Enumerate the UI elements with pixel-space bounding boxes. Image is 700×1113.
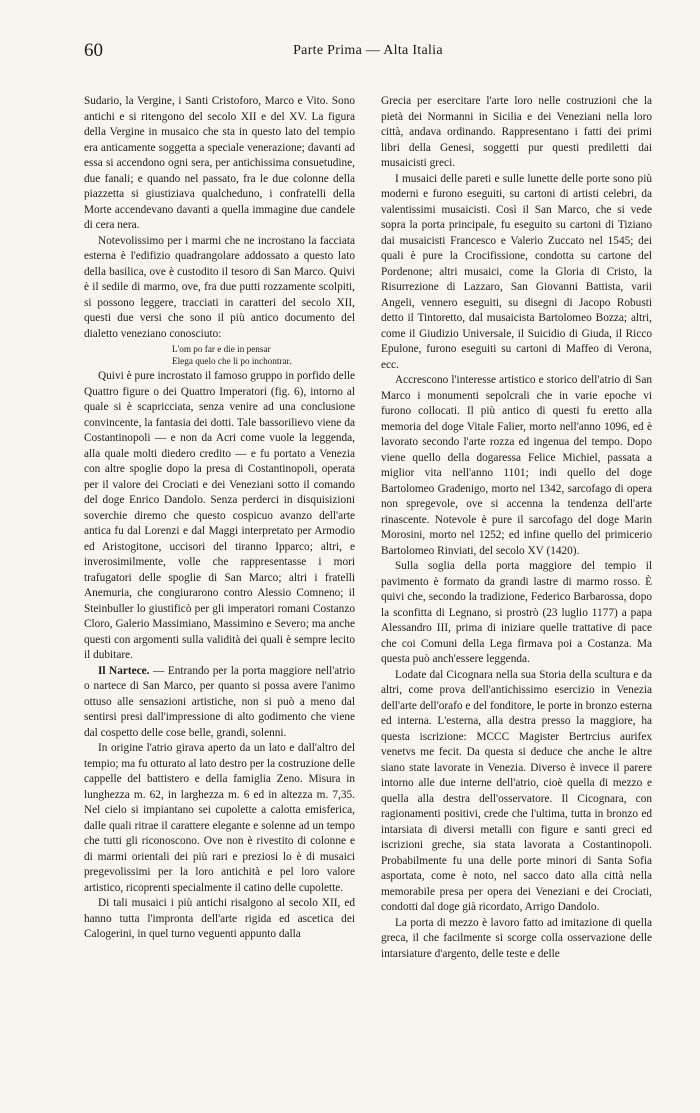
paragraph: Lodate dal Cicognara nella sua Storia della scultura e da altri, come prova dell'antichissimo esercizio in Venezia dell'arte dell'orafo e del fonditore, le porte in bronzo esterna ed interna. L'esterna, alla destra presso la maggiore, ha questa iscrizione: MCCC Magister Bertrcius aurifex venetvs me fecit. Da questa si deduce che anche le altre siano state lavorate in Venezia. Diverso è invece il parere intorno alle due interne dell'atrio, cioè quella di mezzo e quella alla destra dell'osservatore. Il Cicognara, con ragionamenti positivi, crede che l'ultima, tutta in bronzo ed intarsiata di diversi metalli con figure e santi greci ed iscrizioni greche, sia stata lavorata a Costantinopoli. Probabilmente fu una delle porte minori di Santa Sofia asportata, come è noto, nel sacco dato alla città nella memorabile presa per opera dei Veneziani e dei Crociati, condotti dal doge già ricordato, Arrigo Dandolo. bbox=[381, 668, 652, 913]
running-title: Parte Prima — Alta Italia bbox=[293, 43, 443, 58]
text-columns bbox=[84, 94, 652, 962]
paragraph: Sulla soglia della porta maggiore del tempio il pavimento è formato da grandi lastre di marmo rosso. È quivi che, secondo la tradizione, Federico Barbarossa, dopo la sconfitta di Legnano, si prostrò (23 luglio 1177) a papa Alessandro III, prima di iniziare quelle trattative di pace che coi Comuni della Lega firmava poi a Costanza. Ma questa può anch'essere leggenda. bbox=[381, 560, 652, 665]
verse-line: L'om po far e die in pensar bbox=[172, 344, 271, 354]
left-column bbox=[84, 94, 355, 962]
right-column bbox=[381, 94, 652, 962]
paragraph: Quivi è pure incrostato il famoso gruppo in porfido delle Quattro figure o dei Quattro Imperatori (fig. 6), intorno al quale si è scapricciata, senza venire ad una conclusione convincente, la fantasia dei dotti. Tale bassorilievo viene da Costantinopoli — e non da Acri come vuole la leggenda, alla quale molti diedero credito — e fu portato a Venezia con altre spoglie dopo la presa di Costantinopoli, operata per il valore dei Crociati e dei Veneziani sotto il comando del doge Enrico Dandolo. Senza perderci in disquisizioni soverchie diremo che questo cospicuo avanzo dell'arte antica fu dal Lorenzi e dal Maggi interpretato per Armodio ed Aristogitone, uccisori del tiranno Ipparco; altri, e inverosimilmente, volle che rappresentasse i mori trafugatori delle spoglie di San Marco; altri i fratelli Anemuria, che congiurarono contro Alessio Comneno; il Steinbuller lo giustificò per gli imperatori romani Costanzo Cloro, Galerio Massimiano, Massimino e Severo; ma anche questi con argomenti sulla validità dei quali è sempre lecito il dubitare. bbox=[84, 370, 355, 661]
page-number: 60 bbox=[84, 40, 103, 61]
verse-line: Elega quelo che li po inchontrar. bbox=[172, 356, 292, 366]
section-heading: Il Nartece. bbox=[98, 664, 150, 677]
paragraph: La porta di mezzo è lavoro fatto ad imitazione di quella greca, il che facilmente si scorge colla osservazione delle intarsiature d'argento, delle teste e delle bbox=[381, 916, 652, 960]
running-header bbox=[84, 40, 652, 62]
paragraph: Notevolissimo per i marmi che ne incrostano la facciata esterna è l'edifizio quadrangolare addossato a questo lato della basilica, ove è custodito il tesoro di San Marco. Quivi è il sedile di marmo, ove, fra due putti rozzamente scolpiti, si possono leggere, tracciati in caratteri del secolo XII, questi due versi che sono il più antico documento del dialetto veneziano conosciuto: bbox=[84, 234, 355, 340]
paragraph: Grecia per esercitare l'arte loro nelle costruzioni che la pietà dei Normanni in Sicilia e dei Veneziani nella loro città, andava ordinando. Rappresentano i fatti dei primi libri della Genesi, soggetti pur questi prediletti dai musaicisti greci. bbox=[381, 95, 652, 169]
paragraph: Accrescono l'interesse artistico e storico dell'atrio di San Marco i monumenti sepolcrali che in varie epoche vi furono collocati. Il più antico di questi fu eretto alla memoria del doge Vitale Falier, morto nell'anno 1096, ed è lavorato secondo l'arte rozza ed ingenua del tempo. Dopo viene quello della dogaressa Felice Michiel, passata a miglior vita nell'anno 1101; indi quello del doge Bartolomeo Gradenigo, morto nel 1342, sarcofago di opera non spregevole, ove si accenna la tendenza dell'arte rinascente. Notevole è pure il sarcofago del doge Marin Morosini, morto nel 1252; ed infine quello del primicerio Bartolomeo Rinviati, del secolo XV (1420). bbox=[381, 374, 652, 557]
dialect-verses bbox=[84, 343, 355, 367]
paragraph: Di tali musaici i più antichi risalgono al secolo XII, ed hanno tutta l'impronta dell'arte rigida ed ascetica dei Calogerini, in quel turno veguenti appunto dalla bbox=[84, 897, 355, 940]
paragraph-text: — Entrando per la porta maggiore nell'atrio o nartece di San Marco, per quanto si possa avere l'animo ottuso alle sensazioni artistiche, non si può a meno dal sentirsi presi dall'impressione di alto godimento che viene dal cospetto delle cose belle, grandi, solenni. bbox=[84, 664, 355, 739]
paragraph-narthex bbox=[84, 664, 355, 742]
paragraph: Sudario, la Vergine, i Santi Cristoforo, Marco e Vito. Sono antichi e si ritengono del secolo XII e del XV. La figura della Vergine in musaico che sta in questo lato del tempio era anticamente soggetta a speciale venerazione; davanti ad essa si accendono ogni sera, per antichissima consuetudine, due fanali; e quando nel passato, fra le due colonne della piazzetta si giustiziava qualcheduno, i confratelli della Morte accendevano davanti a quella immagine due candele di cera nera. bbox=[84, 95, 355, 231]
paragraph: In origine l'atrio girava aperto da un lato e dall'altro del tempio; ma fu otturato al lato destro per la costruzione delle cappelle del battistero e della famiglia Zeno. Misura in lunghezza m. 62, in larghezza m. 6 ed in altezza m. 7,35. Nel cielo si impiantano sei cupolette a calotta emisferica, dalle quali ritrae il carattere elegante e solenne ad un tempo che tutti gli riconoscono. Ove non è rivestito di colonne e di marmi orientali dei più rari e preziosi lo è di musaici pregevolissimi per la loro antichità e pel loro valore artistico, ricoprenti specialmente il catino delle cupolette. bbox=[84, 742, 355, 894]
paragraph: I musaici delle pareti e sulle lunette delle porte sono più moderni e furono eseguiti, su cartoni di artisti celebri, da valentissimi musaicisti. Così il San Marco, che si vede sopra la porta principale, fu eseguito su cartoni di Tiziano dai musaicisti Francesco e Valerio Zuccato nel 1545; dei quali è pure la Crocifissione, condotta su cartone del Pordenone; altri musaici, come la Gloria di Cristo, la Risurrezione di Lazzaro, San Giovanni Battista, varii Angeli, vennero eseguiti, su disegni di Jacopo Robusti detto il Tintoretto, dal musaicista Bartolomeo Bozza; altri, come il Giudizio Universale, il Suicidio di Giuda, il Ricco Epulone, furono eseguiti su cartoni di Maffeo di Verona, ecc. bbox=[381, 172, 652, 371]
